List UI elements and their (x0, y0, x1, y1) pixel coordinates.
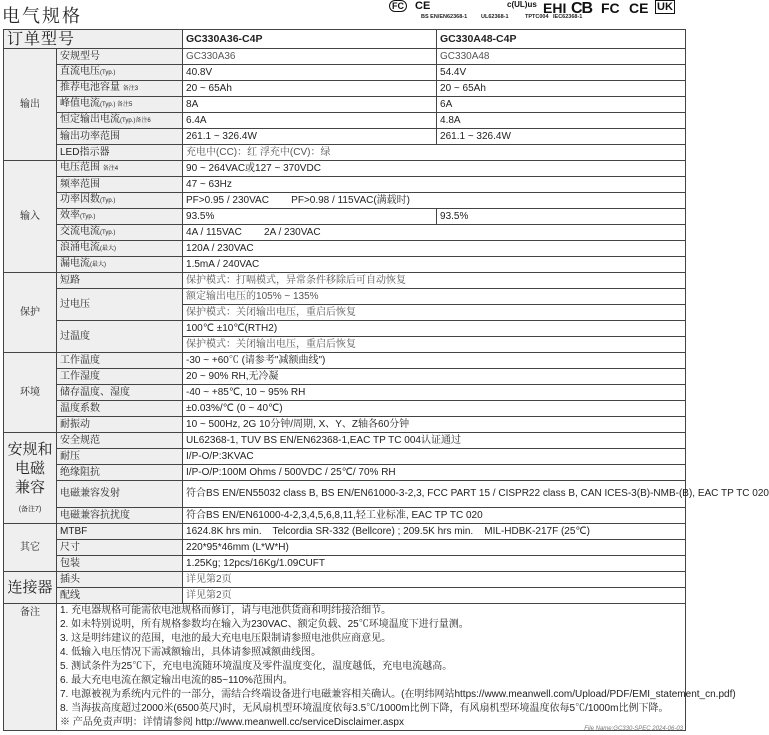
cell-value: 220*95*46mm (L*W*H) (183, 540, 686, 556)
notes-row (4, 604, 686, 731)
row-label: 电压范围 备注4 (57, 161, 183, 177)
table-row (4, 556, 686, 572)
ul-mark-icon: c(UL)us (507, 0, 537, 9)
row-label: 过温度 (57, 321, 183, 353)
disclaimer-line: ※ 产品免责声明：详情请参阅 http://www.meanwell.cc/serviceDisclaimer.aspx (60, 717, 404, 728)
model-a: GC330A36-C4P (183, 30, 437, 49)
cell-value: -30 ~ +60℃ (请参考"减额曲线") (183, 353, 686, 369)
row-label: 安规型号 (57, 49, 183, 65)
cell-value: 1.25Kg; 12pcs/16Kg/1.09CUFT (183, 556, 686, 572)
table-row (4, 113, 686, 129)
cell-value: 20 ~ 65Ah (183, 81, 437, 97)
table-row (4, 241, 686, 257)
cell-value: I/P-O/P:3KVAC (183, 449, 686, 465)
note-line: 4. 低输入电压情况下需减额输出，具体请参照减额曲线图。 (60, 647, 322, 658)
spec-table (3, 29, 769, 731)
table-row (4, 401, 686, 417)
row-label: 电磁兼容发射 (57, 481, 183, 508)
table-row (4, 209, 686, 225)
row-label: 尺寸 (57, 540, 183, 556)
table-row (4, 81, 686, 97)
table-row (4, 65, 686, 81)
cell-value: 100℃ ±10℃(RTH2) (183, 321, 686, 337)
cert-standard: UL62368-1 (481, 14, 509, 20)
table-row (4, 289, 686, 305)
table-row (4, 508, 686, 524)
table-row (4, 129, 686, 145)
fc-mark-icon: FC (389, 0, 407, 12)
cell-value: 充电中(CC)：红 浮充中(CV)：绿 (183, 145, 686, 161)
cell-value: -40 ~ +85℃, 10 ~ 95% RH (183, 385, 686, 401)
cell-value: 20 ~ 90% RH,无冷凝 (183, 369, 686, 385)
ce-mark-icon: CE (415, 0, 431, 12)
row-label: 浪涌电流(最大) (57, 241, 183, 257)
cell-value: 详见第2页 (183, 588, 686, 604)
cell-value: ±0.03%/℃ (0 ~ 40℃) (183, 401, 686, 417)
group-output: 输出 (4, 49, 57, 161)
ukca-mark-icon: UK (657, 1, 673, 13)
cell-value: 4.8A (437, 113, 686, 129)
cell-value: 符合BS EN/EN61000-4-2,3,4,5,6,8,11,轻工业标准, EAC TP TC 020 (183, 508, 686, 524)
cell-value: UL62368-1, TUV BS EN/EN62368-1,EAC TP TC 004认证通过 (183, 433, 686, 449)
cell-value: PF>0.95 / 230VAC PF>0.98 / 115VAC(满载时) (183, 193, 686, 209)
cell-value: I/P-O/P:100M Ohms / 500VDC / 25℃/ 70% RH (183, 465, 686, 481)
row-label: 温度系数 (57, 401, 183, 417)
row-label: 耐压 (57, 449, 183, 465)
table-row (4, 257, 686, 273)
row-label: 峰值电流(Typ.) 备注5 (57, 97, 183, 113)
fcc-mark-icon: FC (601, 0, 620, 16)
eac-mark-icon: EHI (543, 0, 567, 16)
row-label: 漏电流(最大) (57, 257, 183, 273)
cell-value: 261.1 ~ 326.4W (437, 129, 686, 145)
notes-block (57, 604, 736, 731)
cell-value: 6.4A (183, 113, 437, 129)
table-row (4, 588, 686, 604)
table-row (4, 145, 686, 161)
note-line: 3. 这是明纬建议的范围，电池的最大充电电压限制请参照电池供应商意见。 (60, 633, 392, 644)
cell-value: 详见第2页 (183, 572, 686, 588)
row-label: 工作湿度 (57, 369, 183, 385)
cell-value: 额定输出电压的105% ~ 135% (183, 289, 686, 305)
row-label: 配线 (57, 588, 183, 604)
row-label: 频率范围 (57, 177, 183, 193)
row-label: 推荐电池容量 备注3 (57, 81, 183, 97)
row-label: 功率因数(Typ.) (57, 193, 183, 209)
table-row (4, 97, 686, 113)
cell-value: 40.8V (183, 65, 437, 81)
cell-value: 保护模式：关闭输出电压，重启后恢复 (183, 337, 686, 353)
note-line: 1. 充电器规格可能需依电池规格而修订，请与电池供货商和明纬接洽细节。 (60, 605, 392, 616)
table-row (4, 369, 686, 385)
table-row (4, 433, 686, 449)
note-line: 7. 电源被视为系统内元件的一部分，需结合终端设备进行电磁兼容相关确认。(在明纬网站https://www.meanwell.com/Upload/PDF/EMI_statement_cn.pdf) (60, 689, 736, 700)
table-row (4, 177, 686, 193)
row-label: 安全规范 (57, 433, 183, 449)
ce-mark-icon-2: CE (629, 0, 649, 16)
row-label: LED指示器 (57, 145, 183, 161)
table-row (4, 540, 686, 556)
table-row (4, 49, 686, 65)
row-label: 包装 (57, 556, 183, 572)
table-row (4, 353, 686, 369)
row-label: 短路 (57, 273, 183, 289)
cell-value: 8A (183, 97, 437, 113)
group-input: 输入 (4, 161, 57, 273)
page-title: 电气规格 (2, 6, 82, 27)
cell-value: 10 ~ 500Hz, 2G 10分钟/周期, X、Y、Z轴各60分钟 (183, 417, 686, 433)
group-environment: 环境 (4, 353, 57, 433)
table-row (4, 449, 686, 465)
table-row (4, 417, 686, 433)
row-label: 插头 (57, 572, 183, 588)
row-label: 工作温度 (57, 353, 183, 369)
table-row (4, 572, 686, 588)
table-row (4, 225, 686, 241)
row-label: 绝缘阻抗 (57, 465, 183, 481)
table-row (4, 273, 686, 289)
table-row (4, 193, 686, 209)
row-label: 恒定输出电流(Typ.)备注6 (57, 113, 183, 129)
row-label: 输出功率范围 (57, 129, 183, 145)
cell-value: GC330A36 (183, 49, 437, 65)
cell-value: 符合BS EN/EN55032 class B, BS EN/EN61000-3-2,3, FCC PART 15 / CISPR22 class B, CAN ICES-3(B)-NMB-(B), EAC TP TC 020 (183, 481, 686, 508)
cell-value: 93.5% (183, 209, 437, 225)
cert-standard: BS EN/EN62368-1 (421, 14, 468, 20)
row-label: MTBF (57, 524, 183, 540)
table-row (4, 385, 686, 401)
cell-value: 1624.8K hrs min. Telcordia SR-332 (Bellcore) ; 209.5K hrs min. MIL-HDBK-217F (25℃) (183, 524, 686, 540)
group-notes: 备注 (4, 604, 57, 731)
row-label: 耐振动 (57, 417, 183, 433)
table-row (4, 321, 686, 337)
row-label: 过电压 (57, 289, 183, 321)
table-row (4, 465, 686, 481)
model-b: GC330A48-C4P (437, 30, 686, 49)
cell-value: 90 ~ 264VAC或127 ~ 370VDC (183, 161, 686, 177)
cert-standard: TPTC004 (525, 14, 549, 20)
cell-value: 93.5% (437, 209, 686, 225)
cell-value: 4A / 115VAC 2A / 230VAC (183, 225, 686, 241)
group-connector: 连接器 (4, 572, 57, 604)
cell-value: 保护模式：关闭输出电压，重启后恢复 (183, 305, 686, 321)
row-label: 直流电压(Typ.) (57, 65, 183, 81)
group-others: 其它 (4, 524, 57, 572)
group-protection: 保护 (4, 273, 57, 353)
row-label: 交流电流(Typ.) (57, 225, 183, 241)
cell-value: 261.1 ~ 326.4W (183, 129, 437, 145)
order-row (4, 30, 686, 49)
table-row (4, 524, 686, 540)
cell-value: 保护模式：打嗝模式，异常条件移除后可自动恢复 (183, 273, 686, 289)
certification-marks (385, 0, 685, 20)
table-row (4, 161, 686, 177)
table-row (4, 481, 686, 508)
row-label: 储存温度、湿度 (57, 385, 183, 401)
note-line: 5. 测试条件为25℃下，充电电流随环境温度及零件温度变化，温度越低，充电电流越高。 (60, 661, 453, 672)
cell-value: GC330A48 (437, 49, 686, 65)
note-line: 6. 最大充电电流在额定输出电流的85~110%范围内。 (60, 675, 293, 686)
cell-value: 20 ~ 65Ah (437, 81, 686, 97)
note-line: 8. 当海拔高度超过2000米(6500英尺)时，无风扇机型环境温度依每3.5℃/1000m比例下降，有风扇机型环境温度依每5℃/1000m比例下降。 (60, 703, 669, 714)
row-label: 效率(Typ.) (57, 209, 183, 225)
order-label: 订单型号 (4, 30, 183, 49)
cell-value: 47 ~ 63Hz (183, 177, 686, 193)
cell-value: 120A / 230VAC (183, 241, 686, 257)
file-footer: File Name:GC330-SPEC 2024-06-03 (584, 726, 683, 732)
row-label: 电磁兼容抗扰度 (57, 508, 183, 524)
cell-value: 6A (437, 97, 686, 113)
cell-value: 54.4V (437, 65, 686, 81)
cell-value: 1.5mA / 240VAC (183, 257, 686, 273)
group-safety-emc: 安规和 电磁 兼容 (备注7) (4, 433, 57, 524)
cert-standard: IEC62368-1 (553, 14, 583, 20)
cb-mark-icon: CB (571, 0, 593, 17)
note-line: 2. 如未特别说明，所有规格参数均在输入为230VAC、额定负载、25℃环境温度下进行量测。 (60, 619, 469, 630)
